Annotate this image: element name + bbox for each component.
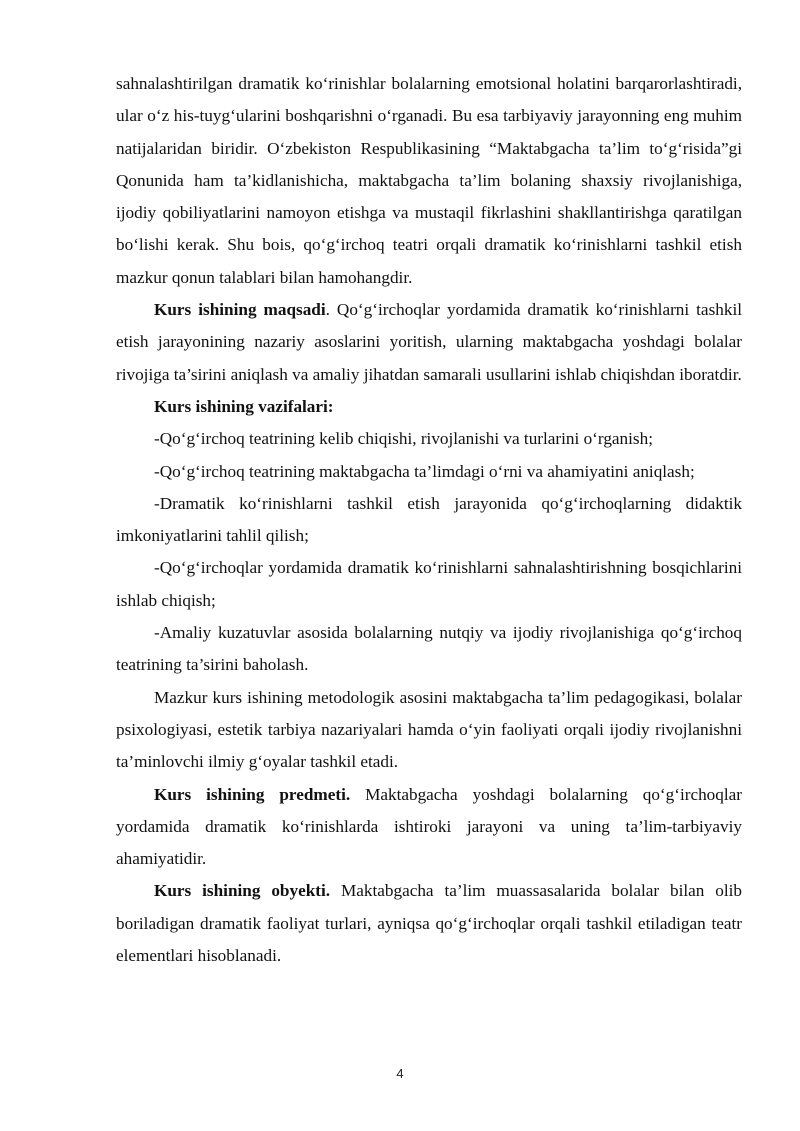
task-item: -Qo‘g‘irchoqlar yordamida dramatik ko‘rinishlarni sahnalashtirishning bosqichlarini ishlab chiqish; (116, 558, 742, 610)
course-object-text: Maktabgacha ta’lim muassasalarida bolalar bilan olib boriladigan dramatik faoliyat turlari, ayniqsa qo‘g‘irchoqlar orqali tashkil etiladigan teatr elementlari hisoblanadi. (116, 881, 742, 966)
heading-course-tasks: Kurs ishining vazifalari: (154, 396, 334, 416)
page-number: 4 (396, 1066, 404, 1081)
course-goal-text: . Qo‘g‘irchoqlar yordamida dramatik ko‘rinishlarni tashkil etish jarayonining nazariy asoslarini yoritish, ularning maktabgacha yoshdagi bolalar rivojiga ta’sirini aniqlash va amaliy jihatdan samarali usullarini ishlab chiqishdan iboratdir. (116, 300, 742, 384)
paragraph-course-goal (116, 294, 742, 391)
paragraph-course-tasks-heading (116, 391, 742, 423)
course-subject-text: Maktabgacha yoshdagi bolalarning qo‘g‘irchoqlar yordamida dramatik ko‘rinishlarda ishtiroki jarayoni va uning ta’lim-tarbiyaviy ahamiyatidir. (116, 784, 742, 869)
paragraph-course-object (116, 875, 742, 972)
task-item: -Qo‘g‘irchoq teatrining kelib chiqishi, rivojlanishi va turlarini o‘rganish; (154, 429, 653, 449)
paragraph-methodology: Mazkur kurs ishining metodologik asosini maktabgacha ta’lim pedagogikasi, bolalar psixologiyasi, estetik tarbiya nazariyalari hamda o‘yin faoliyati orqali ijodiy rivojlanishni ta’minlovchi ilmiy g‘oyalar tashkil etadi. (116, 687, 742, 772)
paragraph-course-subject (116, 779, 742, 876)
document-page (116, 68, 742, 972)
task-item: -Amaliy kuzatuvlar asosida bolalarning nutqiy va ijodiy rivojlanishiga qo‘g‘irchoq teatrining ta’sirini baholash. (116, 623, 742, 675)
paragraph-intro-continuation: sahnalashtirilgan dramatik ko‘rinishlar bolalarning emotsional holatini barqarorlashtiradi, ular o‘z his-tuyg‘ularini boshqarishni o‘rganadi. Bu esa tarbiyaviy jarayonning eng muhim natijalaridan biridir. O‘zbekiston Respublikasining “Maktabgacha ta’lim to‘g‘risida”gi Qonunida ham ta’kidlanishicha, maktabgacha ta’lim bolaning shaxsiy rivojlanishiga, ijodiy qobiliyatlarini namoyon etishga va mustaqil fikrlashini shakllantirishga qaratilgan bo‘lishi kerak. Shu bois, qo‘g‘irchoq teatri orqali dramatik ko‘rinishlarni tashkil etish mazkur qonun talablari bilan hamohangdir. (116, 74, 742, 287)
heading-course-subject: Kurs ishining predmeti. (154, 784, 351, 804)
heading-course-object: Kurs ishining obyekti. (154, 881, 331, 901)
heading-course-goal: Kurs ishining maqsadi (154, 300, 326, 320)
task-item: -Qo‘g‘irchoq teatrining maktabgacha ta’limdagi o‘rni va ahamiyatini aniqlash; (154, 461, 695, 481)
task-item: -Dramatik ko‘rinishlarni tashkil etish jarayonida qo‘g‘irchoqlarning didaktik imkoniyatlarini tahlil qilish; (116, 493, 742, 546)
